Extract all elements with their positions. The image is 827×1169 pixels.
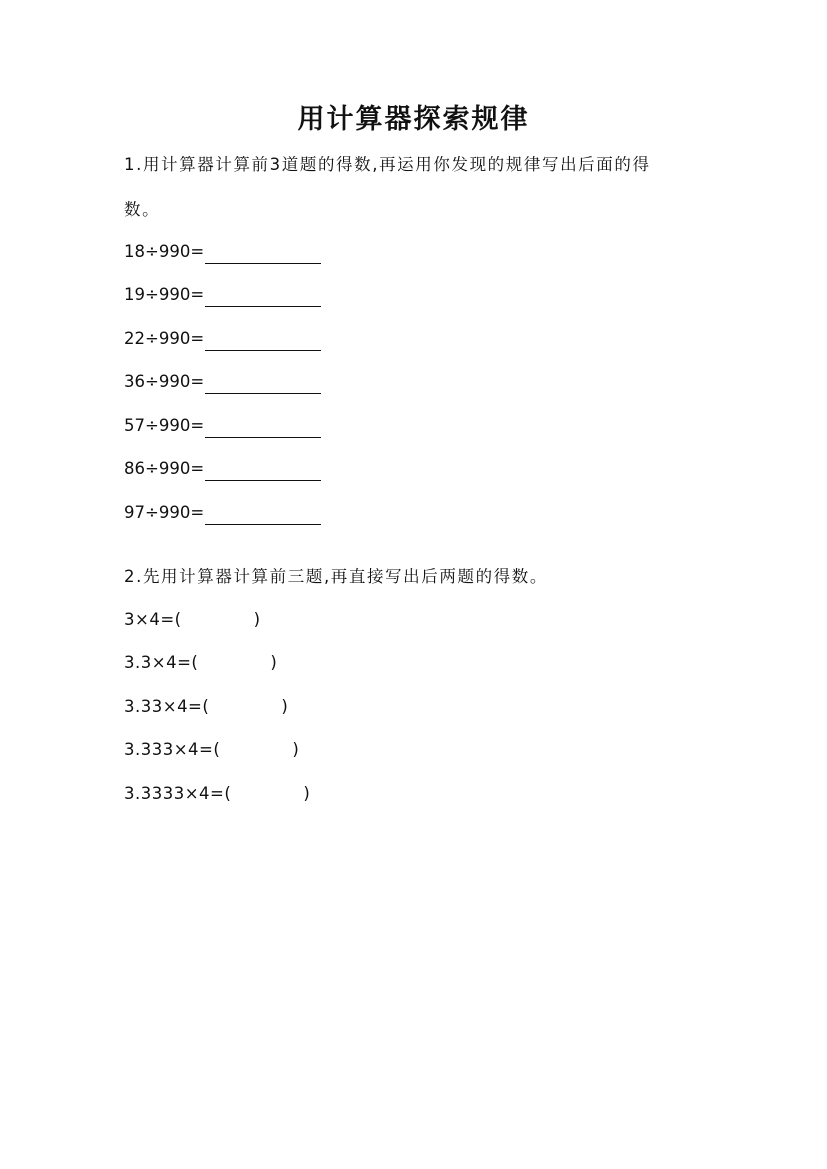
q1-problem-row <box>124 412 321 438</box>
q1-problem-row <box>124 368 321 394</box>
q1-answer-blank[interactable] <box>205 286 321 307</box>
q1-problem-expression: 22÷990= <box>124 329 205 348</box>
q1-problem-expression: 97÷990= <box>124 503 205 522</box>
q2-problem-row <box>124 651 277 675</box>
q1-problem-expression: 36÷990= <box>124 372 205 391</box>
q2-problem-row <box>124 782 310 806</box>
page-title: 用计算器探索规律 <box>297 104 530 135</box>
q2-problem-row <box>124 608 261 632</box>
q2-problem-expression: 3.3333×4=( <box>124 784 232 803</box>
q2-close-paren: ) <box>281 697 289 716</box>
q1-problem-row <box>124 281 321 307</box>
question-2-text: 2.先用计算器计算前三题,再直接写出后两题的得数。 <box>124 567 548 586</box>
q1-problem-row <box>124 238 321 264</box>
q2-close-paren: ) <box>303 784 311 803</box>
q2-problem-expression: 3.3×4=( <box>124 653 199 672</box>
q1-problem-row <box>124 455 321 481</box>
q1-answer-blank[interactable] <box>205 330 321 351</box>
q1-answer-blank[interactable] <box>205 243 321 264</box>
q1-problem-expression: 57÷990= <box>124 416 205 435</box>
question-1-text-line-1: 1.用计算器计算前3道题的得数,再运用你发现的规律写出后面的得 <box>124 155 651 174</box>
q1-problem-row <box>124 499 321 525</box>
q2-problem-expression: 3.33×4=( <box>124 697 210 716</box>
q2-problem-expression: 3×4=( <box>124 610 182 629</box>
q1-problem-expression: 18÷990= <box>124 242 205 261</box>
q2-close-paren: ) <box>292 740 300 759</box>
q2-problem-expression: 3.333×4=( <box>124 740 221 759</box>
q2-problem-row <box>124 695 288 719</box>
q1-answer-blank[interactable] <box>205 460 321 481</box>
question-1-text-line-2: 数。 <box>124 200 161 219</box>
q1-problem-expression: 19÷990= <box>124 285 205 304</box>
q1-answer-blank[interactable] <box>205 417 321 438</box>
q1-answer-blank[interactable] <box>205 373 321 394</box>
q1-problem-expression: 86÷990= <box>124 459 205 478</box>
q2-close-paren: ) <box>270 653 278 672</box>
q1-problem-row <box>124 325 321 351</box>
q2-close-paren: ) <box>253 610 261 629</box>
q1-answer-blank[interactable] <box>205 504 321 525</box>
q2-problem-row <box>124 738 299 762</box>
